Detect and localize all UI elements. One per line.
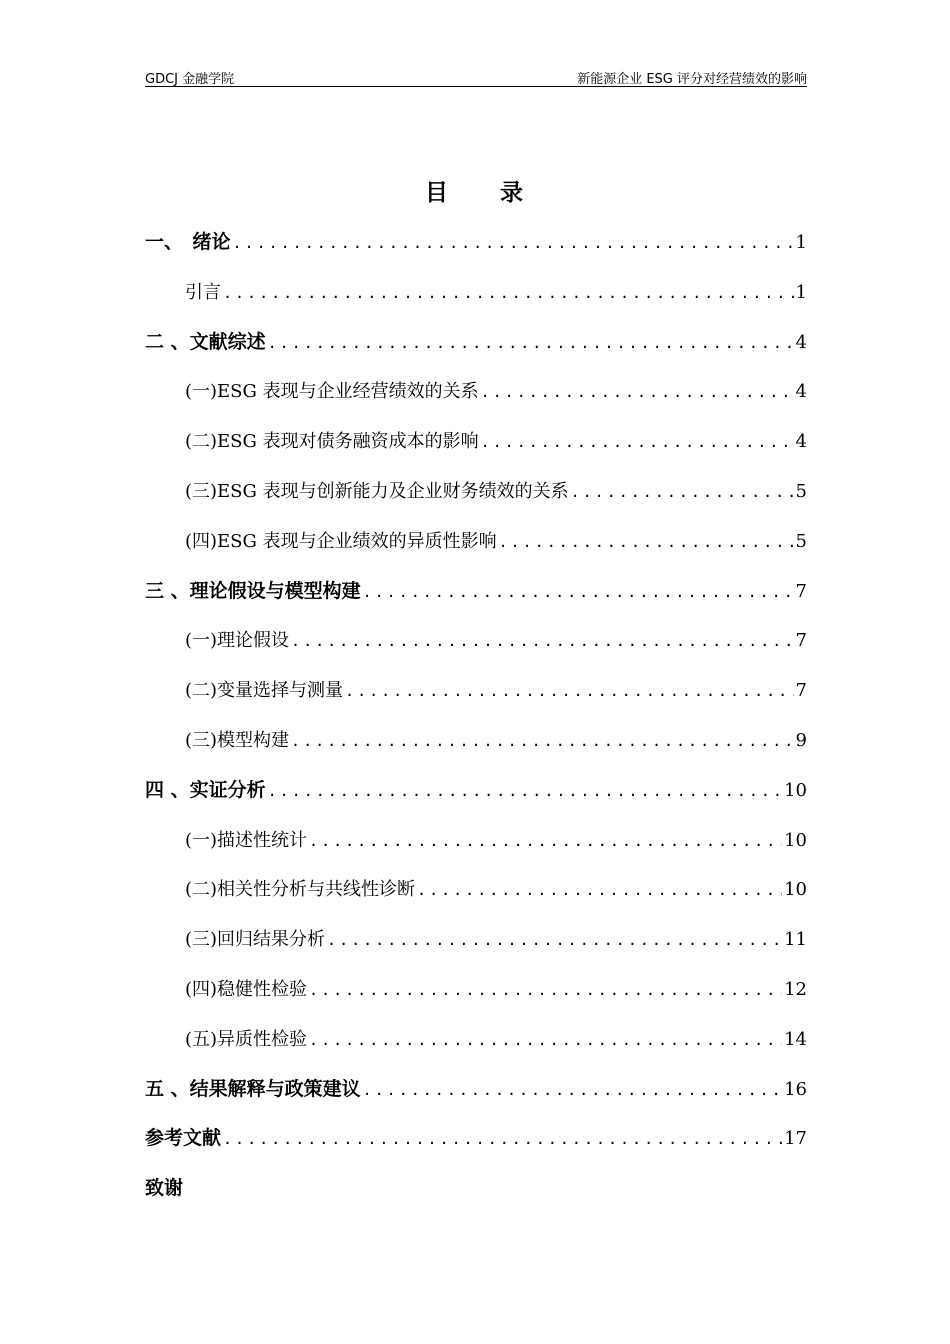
toc-dot-leader <box>268 319 794 369</box>
header-left: GDCJ 金融学院 <box>145 72 235 87</box>
toc-entry[interactable] <box>145 318 807 368</box>
toc-entry-label: 三 、理论假设与模型构建 <box>145 579 361 602</box>
toc-dot-leader <box>417 866 782 916</box>
toc-entry-label: (三)模型构建 <box>185 729 290 751</box>
toc-entry[interactable] <box>145 268 807 318</box>
toc-dot-leader <box>481 418 794 468</box>
toc-dot-leader <box>291 617 794 667</box>
toc-entry-label: (三)回归结果分析 <box>185 929 326 951</box>
toc-entry-label: 五 、结果解释与政策建议 <box>145 1077 361 1100</box>
toc-entry-label: (二)ESG 表现对债务融资成本的影响 <box>185 431 479 453</box>
toc-entry-label: (四)ESG 表现与企业绩效的异质性影响 <box>185 530 497 552</box>
toc-entry[interactable] <box>145 1015 807 1065</box>
toc-entry-page: 10 <box>784 879 807 901</box>
toc-entry-label: (三)ESG 表现与创新能力及企业财务绩效的关系 <box>185 480 569 502</box>
toc-entry-label: 引言 <box>185 281 221 303</box>
toc-dot-leader <box>233 219 794 269</box>
toc-entry[interactable] <box>145 367 807 417</box>
toc-dot-leader <box>571 468 794 518</box>
toc-dot-leader <box>309 966 782 1016</box>
toc-entry-label: 四 、实证分析 <box>145 778 266 801</box>
toc-entry-page: 17 <box>784 1128 807 1150</box>
toc-entry[interactable] <box>145 567 807 617</box>
toc-entry[interactable] <box>145 616 807 666</box>
toc-entry-page: 14 <box>784 1028 807 1050</box>
toc-entry-label: (一)理论假设 <box>185 630 290 652</box>
toc-entry-page: 7 <box>795 630 807 652</box>
toc-title: 目 录 <box>425 180 525 206</box>
toc-entry-page: 1 <box>795 281 807 303</box>
toc-entry-label: (一)描述性统计 <box>185 829 308 851</box>
toc-entry-label: 参考文献 <box>145 1127 222 1150</box>
toc-entry[interactable] <box>145 716 807 766</box>
toc-entry-page: 5 <box>795 530 807 552</box>
toc-entry[interactable] <box>145 915 807 965</box>
toc-dot-leader <box>327 916 782 966</box>
toc-dot-leader <box>309 817 782 867</box>
toc-entry-page: 4 <box>795 431 807 453</box>
page-header <box>145 66 807 87</box>
toc-entry[interactable] <box>145 865 807 915</box>
toc-entry[interactable] <box>145 1164 807 1214</box>
toc-entry-page: 5 <box>795 480 807 502</box>
toc-entry[interactable] <box>145 517 807 567</box>
toc-entry[interactable] <box>145 218 807 268</box>
toc-dot-leader <box>291 717 794 767</box>
toc-entry-page: 1 <box>795 232 807 253</box>
toc-entry-page: 12 <box>784 978 807 1000</box>
toc-dot-leader <box>223 269 794 319</box>
toc-entry-label: 致谢 <box>145 1177 184 1200</box>
table-of-contents <box>145 218 807 1214</box>
toc-dot-leader <box>268 767 782 817</box>
toc-entry[interactable] <box>145 417 807 467</box>
toc-entry-page: 10 <box>784 779 807 801</box>
toc-dot-leader <box>363 1066 782 1116</box>
toc-entry-page: 10 <box>784 829 807 851</box>
toc-entry[interactable] <box>145 766 807 816</box>
toc-dot-leader <box>363 568 794 618</box>
toc-dot-leader <box>309 1016 782 1066</box>
toc-entry-label: (二)变量选择与测量 <box>185 680 344 702</box>
toc-entry-label: (二)相关性分析与共线性诊断 <box>185 879 416 901</box>
toc-dot-leader <box>499 518 794 568</box>
toc-entry[interactable] <box>145 666 807 716</box>
header-right: 新能源企业 ESG 评分对经营绩效的影响 <box>577 72 807 87</box>
toc-entry-page: 4 <box>795 331 807 353</box>
toc-entry-page: 9 <box>795 729 807 751</box>
toc-entry[interactable] <box>145 1065 807 1115</box>
toc-entry[interactable] <box>145 467 807 517</box>
toc-dot-leader <box>345 667 794 717</box>
toc-entry[interactable] <box>145 816 807 866</box>
toc-dot-leader <box>481 368 794 418</box>
toc-entry-page: 7 <box>795 580 807 602</box>
toc-entry-page: 7 <box>795 680 807 702</box>
toc-entry-page: 4 <box>795 381 807 403</box>
toc-entry-label: (五)异质性检验 <box>185 1028 308 1050</box>
toc-dot-leader <box>223 1115 782 1165</box>
toc-entry-page: 16 <box>784 1078 807 1100</box>
toc-entry[interactable] <box>145 965 807 1015</box>
toc-entry-page: 11 <box>784 929 807 951</box>
toc-entry-label: (四)稳健性检验 <box>185 978 308 1000</box>
toc-entry-label: 二 、文献综述 <box>145 330 266 353</box>
toc-entry-label: (一)ESG 表现与企业经营绩效的关系 <box>185 381 479 403</box>
toc-entry[interactable] <box>145 1114 807 1164</box>
toc-entry-label: 一、 绪论 <box>145 231 231 253</box>
